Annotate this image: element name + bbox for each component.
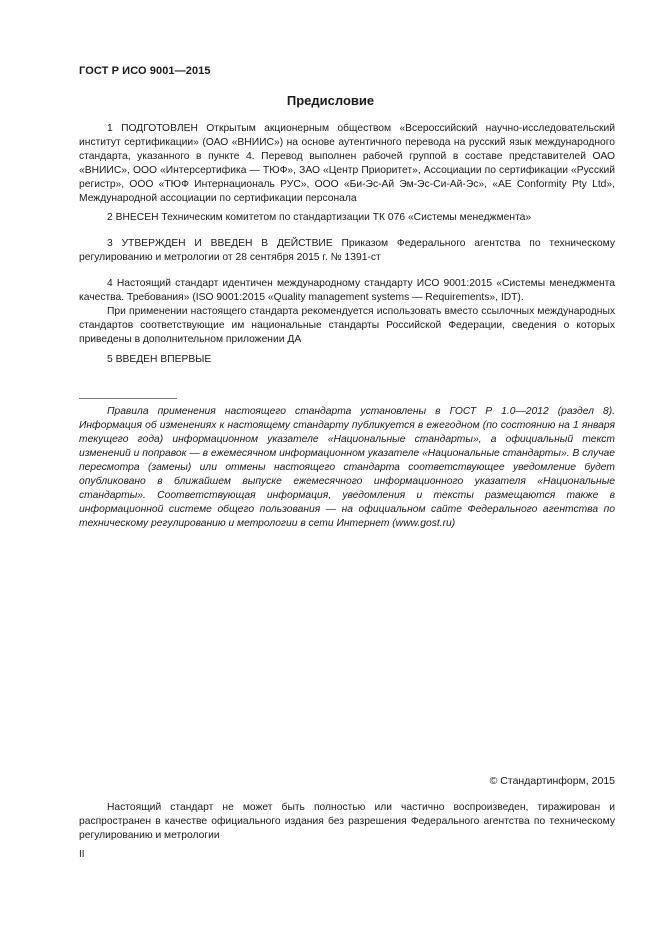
document-code-header: ГОСТ Р ИСО 9001—2015 [79,65,211,77]
preface-item-2 [79,211,615,225]
preface-item-4 [79,277,615,347]
rules-note-text: Правила применения настоящего стандарта установлены в ГОСТ Р 1.0—2012 (раздел 8). Информация об изменениях к настоящему стандарту публикуется в ежегодном (по состоянию на 1 января текущего года) информационном указателе «Национальные стандарты», а официальный текст изменений и поправок — в ежемесячном информационном указателе «Национальные стандарты». В случае пересмотра (замены) или отмены настоящего стандарта соответствующее уведомление будет опубликовано в ближайшем выпуске ежемесячного информационного указателя «Национальные стандарты». Соответствующая информация, уведомления и тексты размещаются также в информационной системе общего пользования — на официальном сайте Федерального агентства по техническому регулированию и метрологии в сети Интернет (www.gost.ru) [79,406,615,529]
copyright-line: © Стандартинформ, 2015 [489,775,615,787]
preface-item-3 [79,237,615,265]
preface-item-4-extra: При применении настоящего стандарта рекомендуется использовать вместо ссылочных международных стандартов соответствующие им национальные стандарты Российской Федерации, сведения о которых приведены в дополнительном приложении ДА [79,306,615,345]
reproduction-notice [79,801,615,843]
preface-item-5 [79,353,615,367]
page-number: II [79,849,85,860]
footnote-divider [79,398,177,399]
preface-item-5-text: 5 ВВЕДЕН ВПЕРВЫЕ [107,354,212,365]
rules-note [79,405,615,531]
preface-item-1-text: 1 ПОДГОТОВЛЕН Открытым акционерным обществом «Всероссийский научно-исследовательский институт сертификации» (ОАО «ВНИИС») на основе аутентичного перевода на русский язык международного стандарта, указанного в пункте 4. Перевод выполнен рабочей группой в составе представителей ОАО «ВНИИС», ООО «Интерсертифика — ТЮФ», ЗАО «Центр Приоритет», Ассоциации по сертификации «Русский регистр», ООО «ТЮФ Интернациональ РУС», ООО «Би-Эс-Ай Эм-Эс-Си-Ай-Эс», «AE Conformity Pty Ltd», Международной ассоциации по сертификации персонала [79,123,615,204]
preface-item-3-text: 3 УТВЕРЖДЕН И ВВЕДЕН В ДЕЙСТВИЕ Приказом Федерального агентства по техническому регулированию и метрологии от 28 сентября 2015 г. № 1391-ст [79,238,615,263]
preface-item-4-text: 4 Настоящий стандарт идентичен международному стандарту ИСО 9001:2015 «Системы менеджмента качества. Требования» (ISO 9001:2015 «Quality management systems — Requirements», IDT). [79,278,615,303]
preface-item-2-text: 2 ВНЕСЕН Техническим комитетом по стандартизации ТК 076 «Системы менеджмента» [107,212,532,223]
page-title: Предисловие [286,93,375,108]
reproduction-notice-text: Настоящий стандарт не может быть полностью или частично воспроизведен, тиражирован и распространен в качестве официального издания без разрешения Федерального агентства по техническому регулированию и метрологии [79,802,615,841]
preface-item-1 [79,122,615,206]
